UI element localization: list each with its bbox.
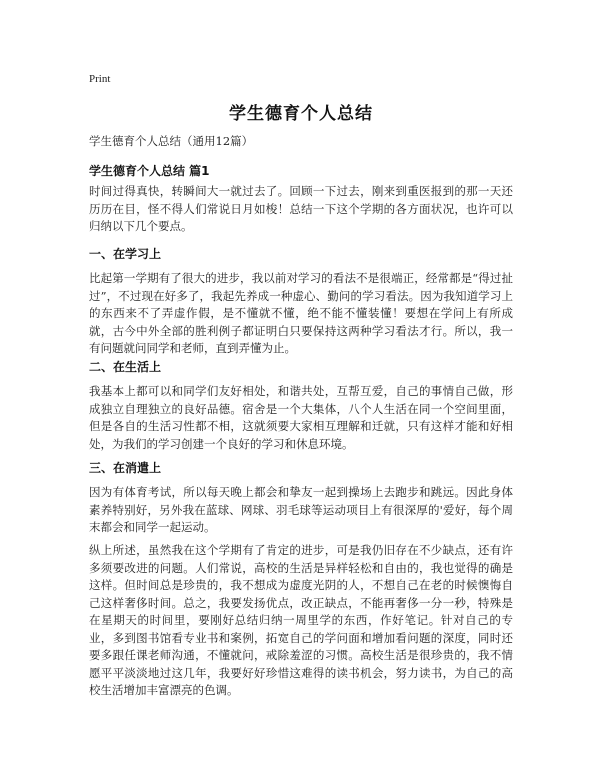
page-title: 学生德育个人总结 (229, 104, 373, 124)
section-heading-study: 一、在学习上 (89, 247, 162, 261)
section-body-study: 比起第一学期有了很大的进步，我以前对学习的看法不是很端正，经常都是“得过扯过”，不过现在好多了，我起先养成一种虚心、勤问的学习看法。因为我知道学习上的东西来不了弄虚作假，是不懂就不懂，绝不能不懂装懂！要想在学问上有所成就，古今中外全部的胜利例子都证明白只要保持这两种学习看法才行。所以，我一有问题就问同学和老师，直到弄懂为止。 (89, 271, 513, 355)
intro-paragraph: 时间过得真快，转瞬间大一就过去了。回顾一下过去，刚来到重医报到的那一天还历历在目，怪不得人们常说日月如梭！总结一下这个学期的各方面状况，也许可以归纳以下几个要点。 (89, 184, 513, 233)
print-label[interactable]: Print (89, 73, 111, 85)
section-heading-leisure: 三、在消遣上 (89, 461, 162, 475)
section-body-leisure: 因为有体育考试，所以每天晚上都会和挚友一起到操场上去跑步和跳远。因此身体素养特别好，另外我在蓝球、网球、羽毛球等运动项目上有很深厚的'爱好，每个周末都会和同学一起运动。 (89, 485, 513, 534)
document-subtitle: 学生德育个人总结（通用12篇） (89, 134, 254, 148)
conclusion-paragraph: 纵上所述，虽然我在这个学期有了肯定的进步，可是我仍旧存在不少缺点，还有许多须要改进的问题。人们常说，高校的生活是异样轻松和自由的，我也觉得的确是这样。但时间总是珍贵的，我不想成为虚度光阴的人，不想自己在老的时候懊悔自己这样奢侈时间。总之，我要发扬优点，改正缺点，不能再奢侈一分一秒，特殊是在星期天的时间里，要刚好总结归纳一周里学的东西，作好笔记。针对自己的专业，多到图书馆看专业书和案例，拓宽自己的学问面和增加看问题的深度，同时还要多跟任课老师沟通，不懂就问，戒除羞涩的习惯。高校生活是很珍贵的，我不情愿平平淡淡地过这几年，我要好好珍惜这难得的读书机会，努力读书，为自己的高校生活增加丰富漂亮的色调。 (89, 543, 513, 697)
section-heading-life: 二、在生活上 (89, 360, 162, 374)
section-body-life: 我基本上都可以和同学们友好相处，和谐共处，互帮互爱，自己的事情自己做，形成独立自理独立的良好品德。宿舍是一个大集体，八个人生活在同一个空间里面，但是各自的生活习性都不相，这就须要大家相互理解和迁就，只有这样才能和好相处，为我们的学习创建一个良好的学习和休息环境。 (89, 384, 513, 451)
article-heading: 学生德育个人总结 篇1 (89, 164, 210, 178)
